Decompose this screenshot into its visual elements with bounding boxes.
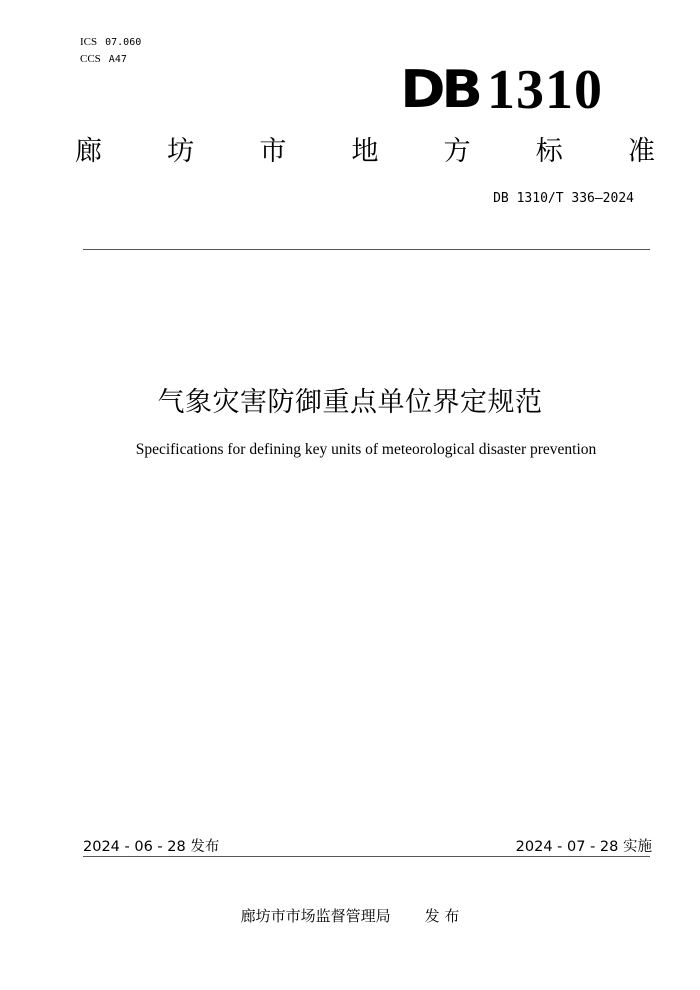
standard-type-char: 坊 bbox=[167, 136, 195, 167]
db-logo-number: 1310 bbox=[487, 59, 603, 121]
effective-date: 2024 - 07 - 28 实施 bbox=[515, 839, 652, 855]
issuer-name: 廊坊市市场监督管理局 bbox=[240, 907, 391, 925]
db-logo bbox=[400, 59, 603, 121]
issuing-authority bbox=[0, 905, 700, 926]
header-divider bbox=[83, 249, 650, 250]
ccs-code bbox=[80, 51, 141, 68]
ics-label: ICS bbox=[80, 36, 98, 48]
db-logo-prefix: DB bbox=[400, 60, 479, 120]
standard-type-heading bbox=[75, 134, 655, 170]
document-title-chinese: 气象灾害防御重点单位界定规范 bbox=[157, 387, 543, 418]
standard-type-char: 方 bbox=[443, 136, 471, 167]
standard-type-char: 准 bbox=[627, 136, 655, 167]
standard-type-char: 标 bbox=[535, 136, 563, 167]
footer-divider bbox=[83, 856, 650, 857]
ccs-value: A47 bbox=[108, 54, 127, 65]
document-title-english: Specifications for defining key units of meteorological disaster prevention bbox=[135, 441, 597, 458]
standard-type-char: 市 bbox=[259, 136, 287, 167]
issuer-action: 发 布 bbox=[424, 907, 460, 925]
ics-code bbox=[80, 34, 141, 51]
publish-date: 2024 - 06 - 28 发布 bbox=[83, 839, 220, 855]
ics-value: 07.060 bbox=[105, 37, 142, 48]
standard-type-char: 地 bbox=[351, 136, 379, 167]
classification-codes bbox=[80, 34, 141, 68]
ccs-label: CCS bbox=[80, 53, 101, 65]
standard-number: DB 1310/T 336—2024 bbox=[493, 191, 634, 206]
standard-type-char: 廊 bbox=[75, 136, 102, 167]
